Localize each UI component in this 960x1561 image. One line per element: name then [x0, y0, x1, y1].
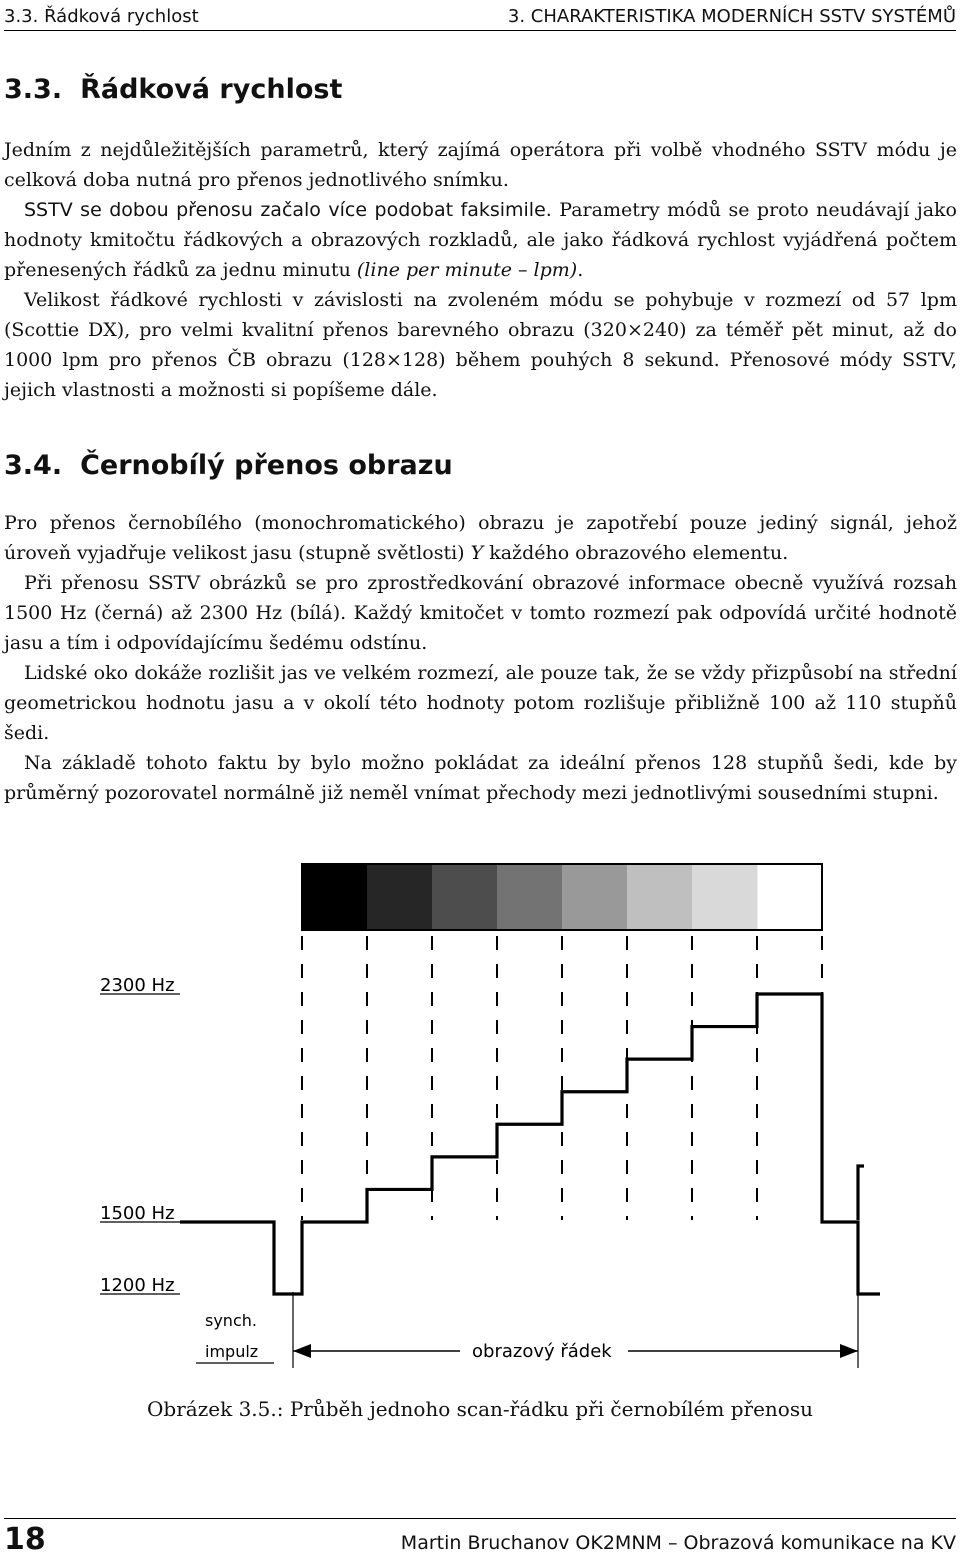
level-guide-lines	[302, 936, 822, 1220]
gray-level-cell	[497, 864, 563, 930]
paragraph-text-run: Parametry módů se proto neudávají jako hodnoty kmitočtu řádkových a obrazových rozkladů, ale jako řádková rychlost vyjádřená počtem přenesených řádků za jednu minutu	[4, 199, 958, 281]
running-header-chapter: 3. CHARAKTERISTIKA MODERNÍCH SSTV SYSTÉMŮ	[507, 6, 956, 27]
paragraph-text-run: Pro přenos černobílého (monochromatického) obrazu je zapotřebí pouze jediný signál, jehož úroveň vyjadřuje velikost jasu (stupně světlosti)	[4, 512, 957, 564]
math-variable-y: Y	[470, 542, 484, 564]
paragraph-monochrome	[4, 508, 957, 568]
paragraph-sans-run: SSTV se dobou přenosu začalo více podobat faksimile.	[24, 199, 552, 221]
running-header	[4, 4, 956, 31]
paragraph-end-run: .	[577, 259, 584, 281]
gray-level-cell	[367, 864, 433, 930]
section-heading-3-3	[4, 74, 342, 105]
gray-level-cell	[562, 864, 628, 930]
scan-line-figure	[0, 850, 960, 1390]
gray-level-cell	[692, 864, 758, 930]
paragraph-italic-run: (line per minute – lpm)	[356, 259, 578, 281]
section-number: 3.4.	[4, 450, 63, 481]
label-impulz: impulz	[205, 1342, 259, 1361]
label-synch: synch.	[205, 1311, 257, 1330]
label-2300-hz: 2300 Hz	[100, 975, 175, 996]
arrow-head-right	[840, 1344, 858, 1358]
gray-level-cell	[432, 864, 498, 930]
next-line-start	[858, 1166, 864, 1220]
paragraph-rate-range: Velikost řádkové rychlosti v závislosti na zvoleném módu se pohybuje v rozmezí od 57 lpm (Scottie DX), pro velmi kvalitní přenos barevného obrazu (320×240) za téměř pět minut, až do 1000 lpm pro přenos ČB obrazu (128×128) během pouhých 8 sekund. Přenosové módy SSTV, jejich vlastnosti a možnosti si popíšeme dále.	[4, 289, 957, 401]
footer-rule	[4, 1518, 956, 1519]
label-1200-hz: 1200 Hz	[100, 1275, 175, 1296]
label-1500-hz: 1500 Hz	[100, 1203, 175, 1224]
gray-level-cell	[627, 864, 693, 930]
section-number: 3.3.	[4, 74, 63, 105]
paragraph-frequency-range: Při přenosu SSTV obrázků se pro zprostředkování obrazové informace obecně využívá rozsah 1500 Hz (černá) až 2300 Hz (bílá). Každý kmitočet v tomto rozmezí pak odpovídá určité hodnotě jasu a tím i odpovídajícímu šedému odstínu.	[4, 572, 957, 654]
page-number: 18	[4, 1522, 46, 1557]
figure-caption: Obrázek 3.5.: Průběh jednoho scan-řádku při černobílém přenosu	[147, 1397, 813, 1421]
gray-scale-bar	[302, 864, 758, 930]
section-title: Černobílý přenos obrazu	[80, 450, 453, 481]
gray-level-cell	[302, 864, 368, 930]
label-image-line: obrazový řádek	[472, 1341, 612, 1362]
paragraph-128-levels: Na základě tohoto faktu by bylo možno pokládat za ideální přenos 128 stupňů šedi, kde by průměrný pozorovatel normálně již neměl vnímat přechody mezi jednotlivými sousedními stupni.	[4, 752, 957, 804]
footer-author: Martin Bruchanov OK2MNM – Obrazová komunikace na KV	[400, 1532, 956, 1554]
scan-line-waveform	[180, 994, 880, 1294]
paragraph-human-eye: Lidské oko dokáže rozlišit jas ve velkém rozmezí, ale pouze tak, že se vždy přizpůsobí na střední geometrickou hodnotu jasu a v okolí této hodnoty potom rozlišuje přibližně 100 až 110 stupňů šedi.	[4, 662, 957, 744]
paragraph-line-rate	[4, 195, 957, 285]
arrow-head-left	[293, 1344, 311, 1358]
paragraph-text-run: každého obrazového elementu.	[483, 542, 789, 564]
paragraph-parameters: Jedním z nejdůležitějších parametrů, který zajímá operátora při volbě vhodného SSTV módu je celková doba nutná pro přenos jednotlivého snímku.	[4, 139, 957, 191]
section-heading-3-4	[4, 450, 453, 481]
section-title: Řádková rychlost	[80, 74, 343, 105]
running-header-section: 3.3. Řádková rychlost	[4, 6, 199, 27]
